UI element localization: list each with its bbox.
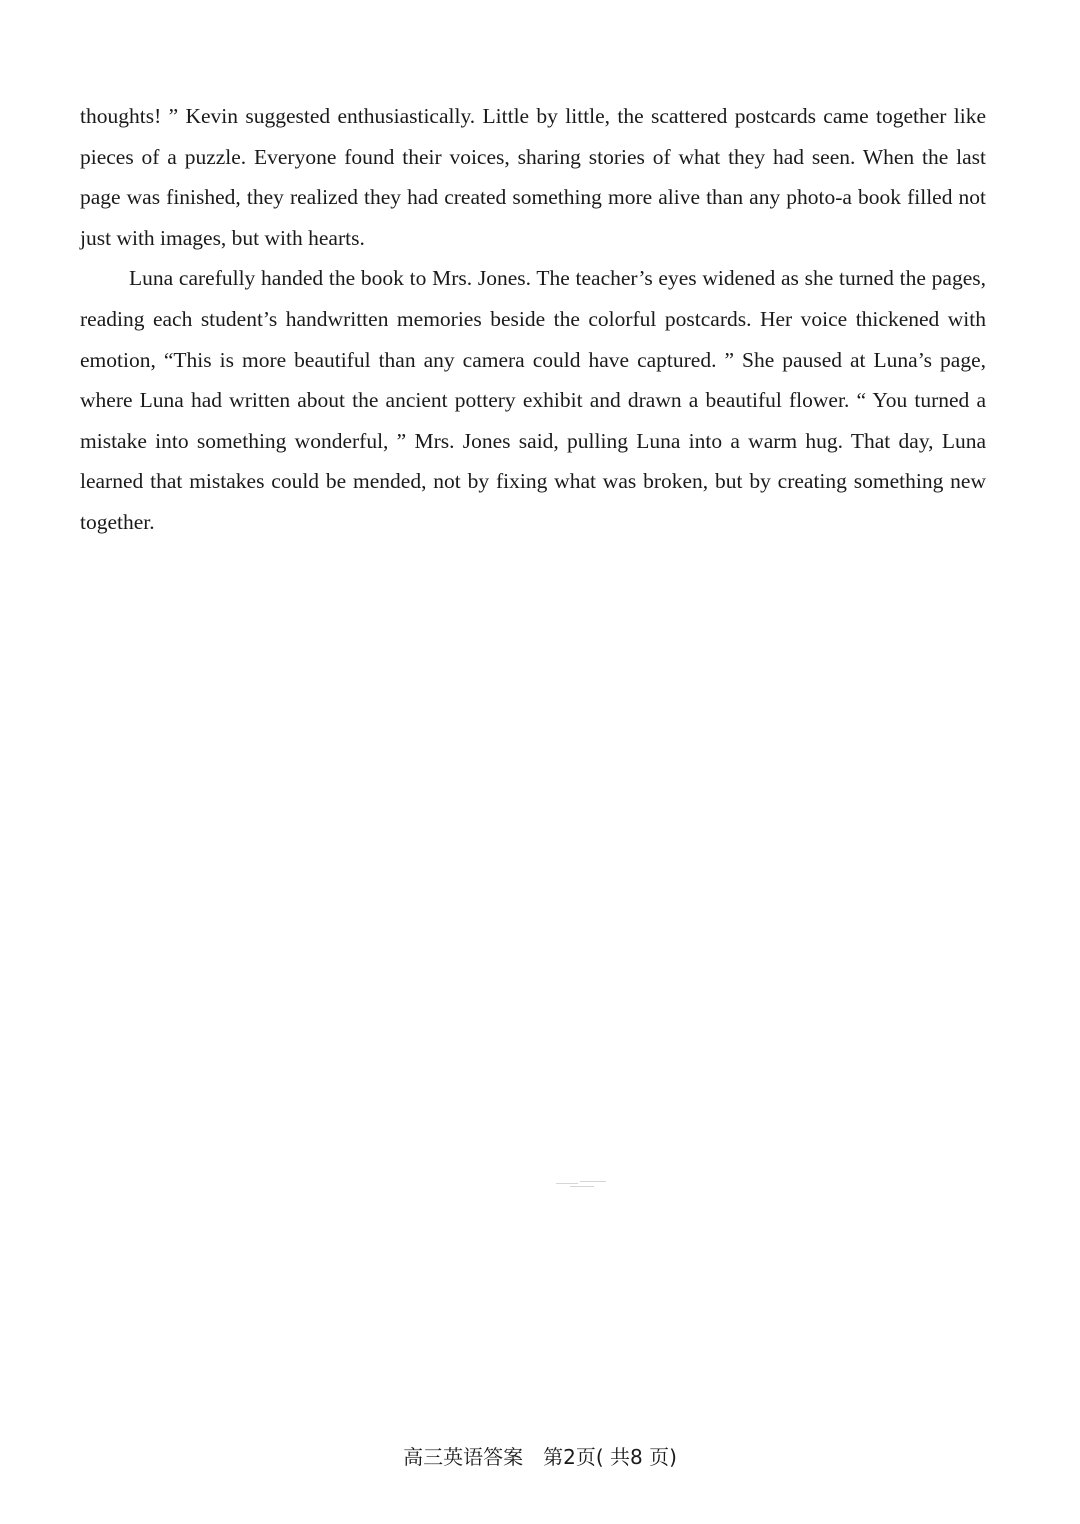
body-text — [80, 96, 986, 543]
paragraph-1: thoughts! ” Kevin suggested enthusiastically. Little by little, the scattered postcards came together like pieces of a puzzle. Everyone found their voices, sharing stories of what they had seen. When the last page was finished, they realized they had created something more alive than any photo-a book filled not just with images, but with hearts. — [80, 104, 986, 250]
scan-artifact-mark — [556, 1180, 606, 1188]
page-footer: 高三英语答案 第2页( 共8 页) — [403, 1445, 677, 1469]
paragraph-2: Luna carefully handed the book to Mrs. Jones. The teacher’s eyes widened as she turned the pages, reading each student’s handwritten memories beside the colorful postcards. Her voice thickened with emotion, “This is more beautiful than any camera could have captured. ” She paused at Luna’s page, where Luna had written about the ancient pottery exhibit and drawn a beautiful flower. “ You turned a mistake into something wonderful, ” Mrs. Jones said, pulling Luna into a warm hug. That day, Luna learned that mistakes could be mended, not by fixing what was broken, but by creating something new together. — [80, 266, 986, 534]
